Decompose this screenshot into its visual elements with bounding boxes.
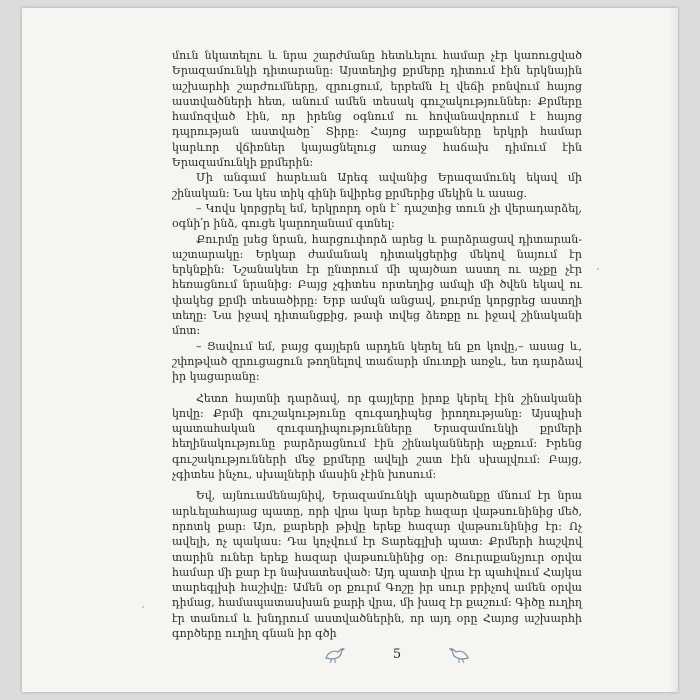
- paragraph: – Ցավում եմ, բայց գայլերն արդեն կերել են քո կովը,– ասաց և, շփոթված զրուցացուն թողնելով տաճարի մուտքի առջև, ետ դարձավ իր կացարանը:: [172, 339, 582, 384]
- paragraph: Եվ, այնուամենայնիվ, Երազամունկի պարծանքը մնում էր նրա արևելահայաց պատը, որի վրա կար երեք հազար վաթսունինից մեծ, որոտկ քար: Այո, քարերի թիվը երեք հազար վաթսունինից էր: Ոչ ավելի, ոչ պակաս: Դա կոչվում էր Տարեգլխի պատ: Քրմերի հաշվով տարին ուներ երեք հազար վաթսունինից օր: Յուրաքանչյուր օրվա համար մի քար էր նախատեսված: Այդ պատի վրա էր պահվում Հայկա տարեգլխի հաշիվը: Ամեն օր քուրմ Գոշը իր սուր բրիչով ամեն օրվա դիմաց, համապատասխան քարի վրա, մի խազ էր քաշում: Գիծը ուղիղ էր տանում և խնդրում աստվածներին, որ այդ օրը Հայոց աշխարհի գործերը ուղիղ գնան իր գծի: [172, 489, 582, 640]
- bird-ornament-icon: [322, 644, 348, 664]
- paragraph: մուն նկատելու և նրա շարժմանը հետևելու համար չէր կառուցված Երազամունկի դիտարանը: Այստեղից քրմերը դիտում էին երկնային աշխարհի շարժումները, զրուցում, երբեմն էլ վեճի բռնվում հայոց աստվածների հետ, անում ամեն տեսակ գուշակություններ: Քրմերը համոզված էին, որ իրենց օգնում ու հովանավորում է հայոց դպրության աստվածը՝ Տիրը: Հայոց արքաները երկրի համար կարևոր վճիռներ կայացնելուց առաջ հաճախ դիմում էին Երազամունկի քրմերին:: [172, 49, 582, 170]
- book-page: [22, 8, 678, 692]
- page-number: 5: [392, 646, 402, 662]
- page-footer: [322, 634, 472, 674]
- paragraph: Հետո հայտնի դարձավ, որ գայլերը իրոք կերել էին շինականի կովը: Քրմի գուշակությունը զուգադիպեց իրողությանը: Այսպիսի պատահական զուգադիպությունները Երազամունկի քրմերի հեղինակությունը բարձրացնում էին շինականների աչքում: Իրենց գուշակությունների մեջ քրմերը ավելի շատ էին սխալվում: Բայց, չգիտես ինչու, սխալների մասին չէին խոսում:: [172, 391, 582, 482]
- paper-speck: [597, 268, 599, 270]
- paragraph: Քուրմը լսեց նրան, հարցուփորձ արեց և բարձրացավ դիտարան-աշտարակը: Երկար ժամանակ դիտակցերից մեկով նայում էր երկնքին: Նշանակետ էր ընտրում մի պայծառ աստղ ու աչքը չէր հեռացնում նրանից: Բայց չգիտես որտեղից ամպի մի ծվեն եկավ ու փակեց քրմի տեսածիրը: Երբ ամպն անցավ, քուրմը կորցրեց աստղի տեղը: Նա իջավ դիտանցքից, թափ տվեց ձեռքը ու իջավ շինականի մոտ:: [172, 232, 582, 338]
- bird-ornament-icon: [446, 644, 472, 664]
- body-text: [172, 48, 582, 641]
- paper-speck: [142, 606, 144, 608]
- paragraph: – Կովս կորցրել եմ, երկրորդ օրն է՝ դաշտից տուն չի վերադարձել, օգնի՛ր ինձ, գուցե կարողանամ գտնել:: [172, 201, 582, 231]
- paragraph: Մի անգամ հարևան Արեգ ավանից Երազամունկ եկավ մի շինական: Նա կես տիկ գինի նվիրեց քրմերից մեկին և ասաց.: [172, 171, 582, 200]
